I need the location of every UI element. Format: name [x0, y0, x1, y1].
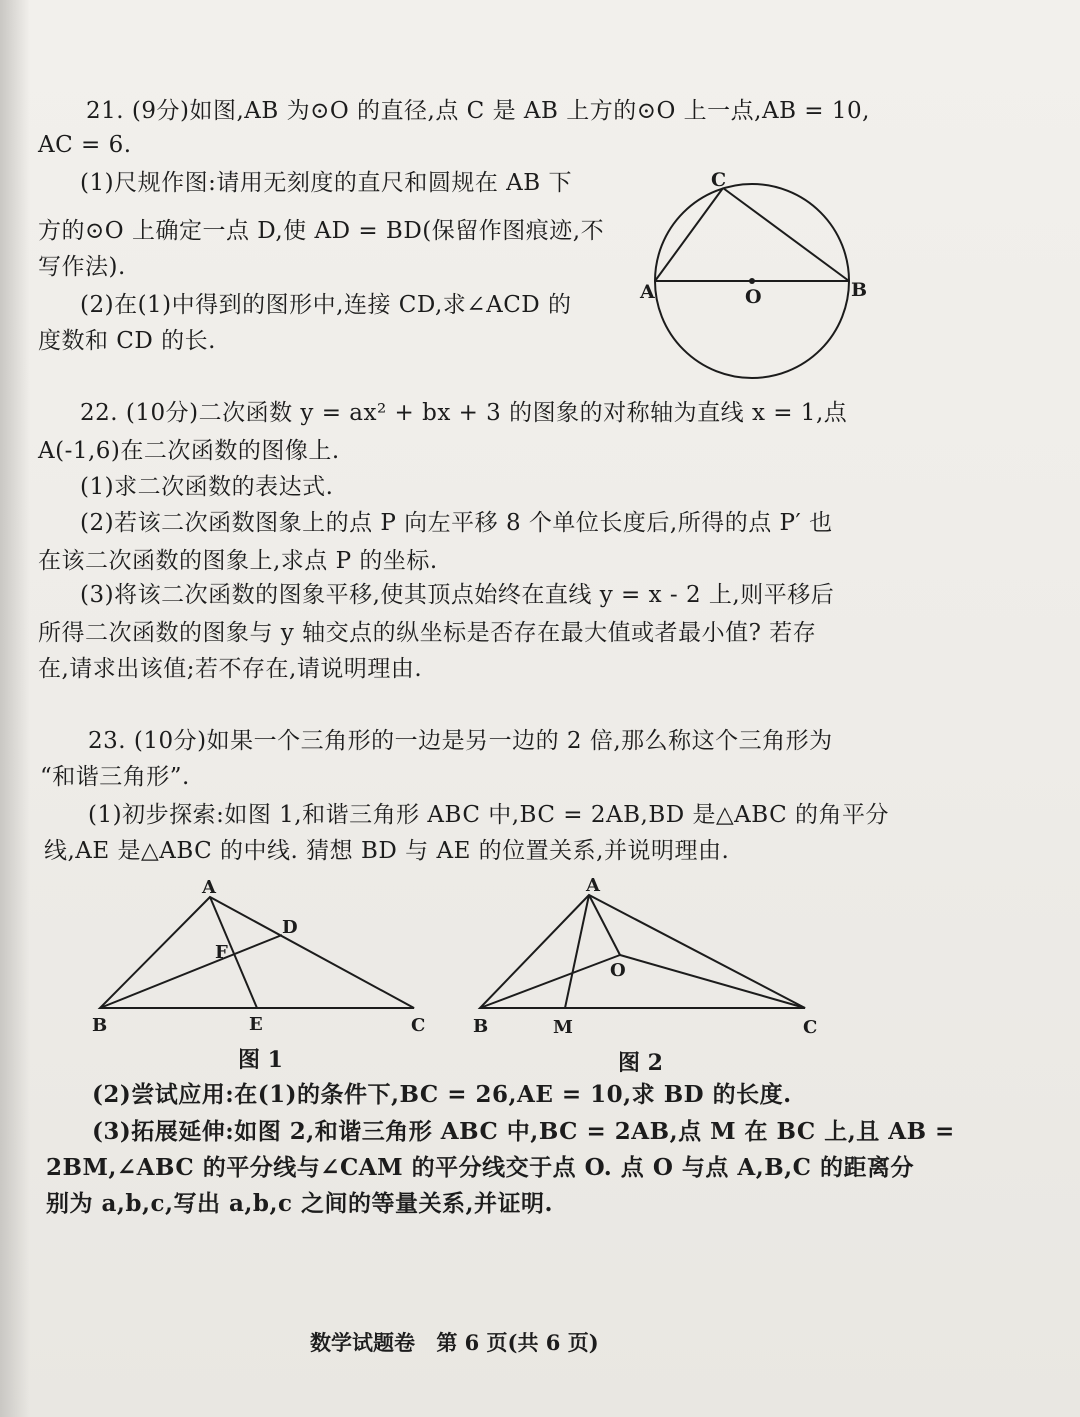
segment-co — [620, 955, 805, 1008]
q22-part1: (1)求二次函数的表达式. — [80, 474, 334, 500]
q22-line2: A(-1,6)在二次函数的图像上. — [38, 438, 340, 464]
label-b: B — [851, 279, 868, 301]
q23-line2: “和谐三角形”. — [40, 764, 190, 790]
label-o: O — [745, 286, 762, 308]
fig1-caption: 图 1 — [238, 1047, 283, 1073]
fig2-label-o: O — [610, 960, 626, 981]
triangle-abc — [100, 897, 414, 1008]
fig2-caption: 图 2 — [618, 1050, 663, 1076]
footer-title: 数学试题卷 — [310, 1330, 415, 1355]
triangle-abc-2 — [480, 895, 805, 1008]
q23-part2: (2)尝试应用:在(1)的条件下,BC = 26,AE = 10,求 BD 的长度. — [92, 1081, 792, 1108]
fig1-label-a: A — [202, 877, 216, 898]
page-footer — [310, 1327, 613, 1357]
fig1-label-d: D — [282, 917, 298, 938]
fig2-label-m: M — [553, 1017, 573, 1038]
fig1-label-b: B — [92, 1015, 108, 1035]
q23-part1-line1: (1)初步探索:如图 1,和谐三角形 ABC 中,BC = 2AB,BD 是△ABC 的角平分 — [88, 802, 890, 828]
q21-part1-line1: (1)尺规作图:请用无刻度的直尺和圆规在 AB 下 — [80, 170, 572, 196]
chord-bc — [723, 188, 849, 281]
fig1-label-f: F — [215, 942, 228, 963]
q21-part1-line3: 写作法). — [38, 254, 126, 280]
label-c: C — [711, 170, 727, 191]
segment-am — [565, 895, 589, 1008]
fig1-label-e: E — [249, 1014, 263, 1035]
q23-part3-line1: (3)拓展延伸:如图 2,和谐三角形 ABC 中,BC = 2AB,点 M 在 BC 上,且 AB = — [92, 1118, 955, 1145]
footer-page: 第 6 页(共 6 页) — [436, 1330, 599, 1355]
q22-part3-line3: 在,请求出该值;若不存在,请说明理由. — [38, 656, 423, 682]
q22-part3-line1: (3)将该二次函数的图象平移,使其顶点始终在直线 y = x - 2 上,则平移后 — [80, 582, 835, 608]
q21-line2: AC = 6. — [38, 132, 132, 158]
q23-figure2 — [465, 875, 825, 1040]
center-dot — [749, 278, 755, 284]
q22-part2-line1: (2)若该二次函数图象上的点 P 向左平移 8 个单位长度后,所得的点 P′ 也 — [80, 510, 833, 536]
fig2-label-b: B — [473, 1016, 489, 1037]
q23-line1: 23. (10分)如果一个三角形的一边是另一边的 2 倍,那么称这个三角形为 — [88, 728, 833, 754]
label-a: A — [640, 281, 655, 303]
segment-bo — [480, 955, 620, 1008]
q21-circle-figure — [630, 170, 880, 385]
q21-part1-line2: 方的⊙O 上确定一点 D,使 AD = BD(保留作图痕迹,不 — [38, 218, 605, 244]
q21-part2-line2: 度数和 CD 的长. — [38, 328, 216, 354]
q23-part3-line3: 别为 a,b,c,写出 a,b,c 之间的等量关系,并证明. — [46, 1190, 554, 1217]
q21-part2-line1: (2)在(1)中得到的图形中,连接 CD,求∠ACD 的 — [80, 292, 572, 318]
fig1-label-c: C — [411, 1015, 426, 1035]
q22-part3-line2: 所得二次函数的图象与 y 轴交点的纵坐标是否存在最大值或者最小值? 若存 — [38, 620, 817, 646]
fig2-label-a: A — [586, 875, 600, 896]
q23-part3-line2: 2BM,∠ABC 的平分线与∠CAM 的平分线交于点 O. 点 O 与点 A,B,C 的距离分 — [46, 1154, 914, 1181]
page-shadow — [0, 0, 30, 1417]
q21-line1: 21. (9分)如图,AB 为⊙O 的直径,点 C 是 AB 上方的⊙O 上一点,AB = 10, — [86, 98, 870, 124]
segment-bd — [100, 935, 282, 1008]
fig2-label-c: C — [803, 1017, 818, 1038]
q23-part1-line2: 线,AE 是△ABC 的中线. 猜想 BD 与 AE 的位置关系,并说明理由. — [44, 838, 730, 864]
chord-ac — [655, 188, 723, 281]
q23-figure1 — [80, 875, 440, 1035]
q22-part2-line2: 在该二次函数的图象上,求点 P 的坐标. — [38, 548, 438, 574]
q22-line1: 22. (10分)二次函数 y = ax² + bx + 3 的图象的对称轴为直线 x = 1,点 — [80, 400, 848, 426]
